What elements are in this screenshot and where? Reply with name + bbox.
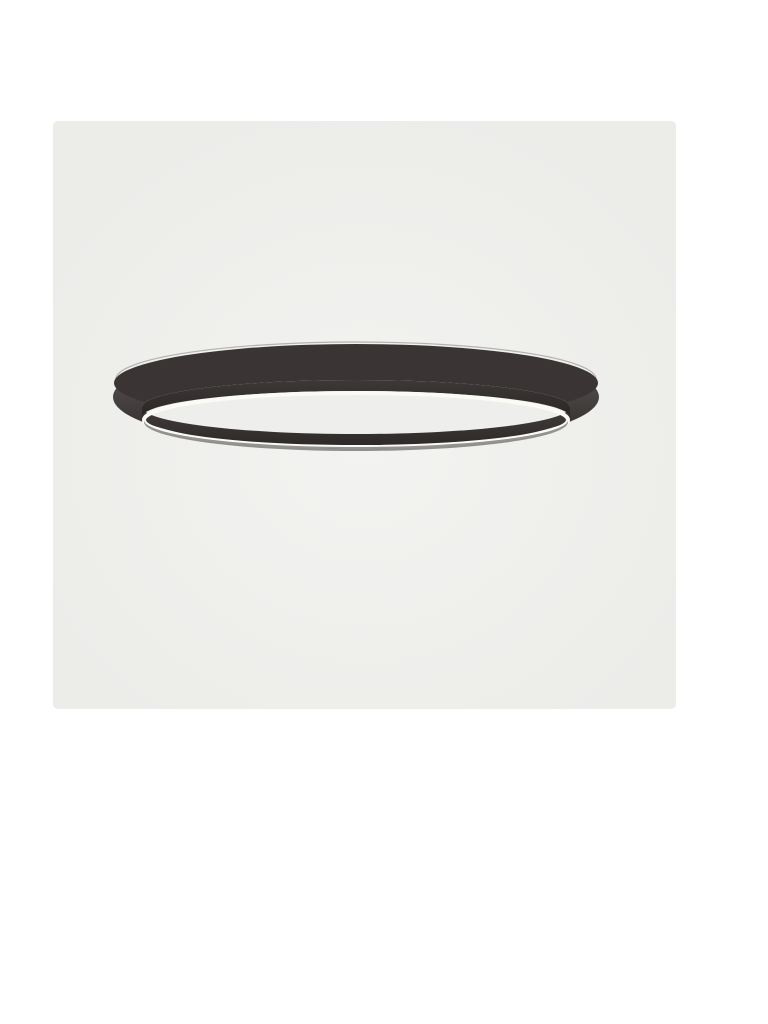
description-de xyxy=(57,741,350,754)
product-image xyxy=(53,121,676,709)
ring-luminaire-illustration xyxy=(53,121,676,709)
description-en xyxy=(378,741,671,754)
